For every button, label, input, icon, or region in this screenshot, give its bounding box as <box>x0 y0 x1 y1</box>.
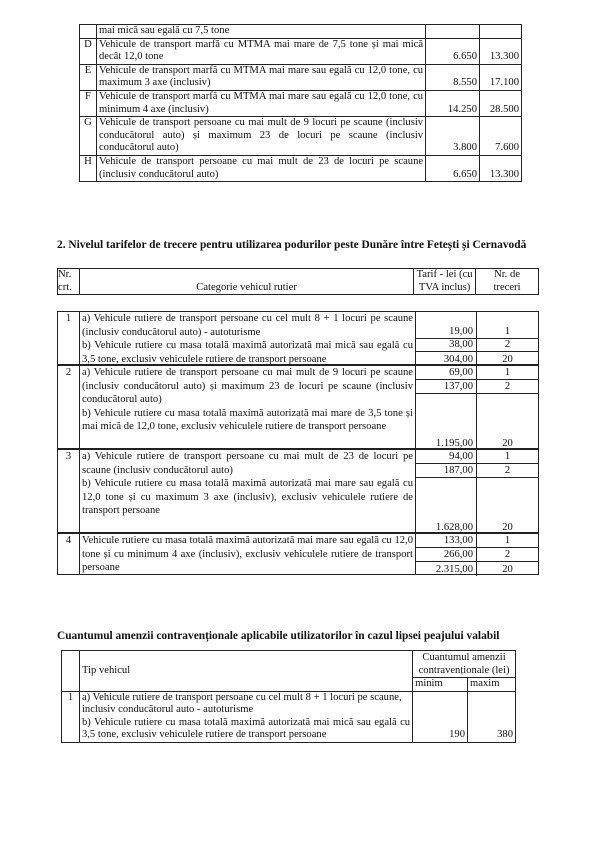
section-2-heading: 2. Nivelul tarifelor de trecere pentru utilizarea podurilor peste Dunăre între Fetești și Cernavodă <box>57 239 527 251</box>
group-desc <box>80 366 416 448</box>
row-value-2: 28.500 <box>480 90 522 116</box>
row-minim: 190 <box>413 691 468 742</box>
header-row <box>58 269 539 295</box>
group-desc <box>80 450 416 532</box>
header-tarif: Tarif - lei (cu TVA inclus) <box>414 269 476 295</box>
table-row <box>80 155 522 181</box>
tariff-group <box>57 449 539 533</box>
rate-tarif: 19,00 <box>415 312 477 339</box>
desc-b: b) Vehicule rutiere cu masa totală maximă autorizată mai mare sau egală cu 12,0 tone și cu maximum 3 axe (inclusiv), exclusiv vehiculele rutiere de transport persoane <box>82 478 413 516</box>
rate-tarif: 304,00 <box>415 352 477 366</box>
row-value-1: 6.650 <box>426 155 480 181</box>
header-nr: Nr. crt. <box>58 269 80 295</box>
row-value-1: 3.800 <box>426 117 480 156</box>
header-category: Categorie vehicul rutier <box>79 269 413 295</box>
row-code: H <box>80 155 97 181</box>
header-nr <box>62 651 80 692</box>
row-value-2 <box>480 25 522 39</box>
vignette-tariff-table <box>79 24 522 182</box>
row-desc: Vehicule de transport persoane cu mai mult de 23 de locuri pe scaune (inclusiv conducătorul auto) <box>96 155 425 181</box>
rate-tarif: 69,00 <box>415 366 477 380</box>
row-desc-b: b) Vehicule rutiere cu masa totală maximă autorizată mai mică sau egală cu 3,5 tone, exclusiv vehiculele rutiere de transport persoane <box>81 716 411 741</box>
header-tip-vehicul: Tip vehicul <box>79 651 412 692</box>
header-row <box>62 651 516 678</box>
rate-tarif: 187,00 <box>415 464 477 478</box>
rate-tarif: 133,00 <box>415 534 477 548</box>
rate-treceri: 1 <box>477 312 538 339</box>
rate-treceri: 1 <box>477 450 538 464</box>
rate-tarif: 1.628,00 <box>415 478 477 534</box>
table-row <box>80 90 522 116</box>
fine-amount-table <box>61 650 516 743</box>
desc-a: a) Vehicule rutiere de transport persoane cu mai mult de 9 locuri pe scaune (inclusiv conducătorul auto) și maximum 23 de locuri pe scaune (inclusiv conducătorul auto) <box>82 367 413 405</box>
row-value-2: 17.100 <box>480 64 522 90</box>
tariff-group <box>57 365 539 449</box>
rate-treceri: 20 <box>502 563 513 575</box>
rate-treceri: 2 <box>477 548 538 562</box>
rate-treceri: 20 <box>502 521 513 533</box>
rate-treceri: 20 <box>502 353 513 365</box>
rate-treceri: 2 <box>477 464 538 478</box>
group-nr: 4 <box>58 534 80 574</box>
table-row <box>80 25 522 39</box>
header-minim: minim <box>413 678 468 692</box>
row-code: F <box>80 90 97 116</box>
row-value-2: 13.300 <box>480 38 522 64</box>
row-value-1: 6.650 <box>426 38 480 64</box>
desc-b: b) Vehicule rutiere cu masa totală maximă autorizată mai mică sau egală cu 3,5 tone, exclusiv vehiculele rutiere de transport persoane <box>82 340 413 365</box>
header-cuantum: Cuantumul amenzii contravenționale (lei) <box>413 651 516 678</box>
row-maxim: 380 <box>468 691 516 742</box>
row-desc <box>79 691 412 742</box>
group-desc <box>80 534 416 574</box>
row-value-2: 7.600 <box>480 117 522 156</box>
desc-a: a) Vehicule rutiere de transport persoane cu cel mult 8 + 1 locuri pe scaune (inclusiv conducătorul auto) - autoturisme <box>82 313 413 338</box>
row-desc: Vehicule de transport marfă cu MTMA mai mare sau egală cu 12,0 tone, cu maximum 3 axe (inclusiv) <box>96 64 425 90</box>
row-desc: Vehicule de transport persoane cu mai mult de 9 locuri pe scaune (inclusiv conducătorul auto) și maximum 23 de locuri pe scaune (inclusiv conducătorul auto) <box>96 117 425 156</box>
rate-tarif: 1.195,00 <box>415 394 477 450</box>
rate-treceri: 2 <box>477 380 538 394</box>
rate-tarif: 38,00 <box>415 339 477 352</box>
desc-b: b) Vehicule rutiere cu masa totală maximă autorizată mai mare de 3,5 tone și mai mică de 12,0 tone, exclusiv vehiculele rutiere de transport persoane <box>82 407 413 432</box>
desc-a: Vehicule rutiere cu masa totală maximă autorizată mai mare sau egală cu 12,0 tone și cu minimum 4 axe (inclusiv), exclusiv vehiculele rutiere de transport persoane <box>82 535 413 573</box>
row-code <box>80 25 97 39</box>
tariff-group <box>57 533 539 575</box>
rate-tarif: 266,00 <box>415 548 477 562</box>
header-treceri: Nr. de treceri <box>476 269 539 295</box>
row-value-2: 13.300 <box>480 155 522 181</box>
group-nr: 3 <box>58 450 80 532</box>
table-row <box>80 117 522 156</box>
row-value-1 <box>426 25 480 39</box>
group-nr: 2 <box>58 366 80 448</box>
row-desc: mai mică sau egală cu 7,5 tone <box>96 25 425 39</box>
header-maxim: maxim <box>468 678 516 692</box>
table-row <box>62 691 516 742</box>
rate-treceri: 2 <box>477 339 538 352</box>
table-row <box>80 38 522 64</box>
rate-tarif: 2.315,00 <box>415 562 477 576</box>
row-desc-a: a) Vehicule rutiere de transport persoane cu cel mult 8 + 1 locuri pe scaune, inclusiv conducătorul auto - autoturisme <box>81 691 402 716</box>
row-value-1: 14.250 <box>426 90 480 116</box>
rate-tarif: 137,00 <box>415 380 477 394</box>
row-code: E <box>80 64 97 90</box>
row-nr: 1 <box>62 691 80 742</box>
row-desc: Vehicule de transport marfă cu MTMA mai mare de 7,5 tone și mai mică decât 12,0 tone <box>96 38 425 64</box>
rate-tarif: 94,00 <box>415 450 477 464</box>
bridge-tariff-table <box>57 268 539 295</box>
table-row <box>80 64 522 90</box>
row-desc: Vehicule de transport marfă cu MTMA mai mare sau egală cu 12,0 tone, cu minimum 4 axe (inclusiv) <box>96 90 425 116</box>
group-desc <box>80 312 416 364</box>
tariff-group <box>57 311 539 365</box>
desc-a: a) Vehicule rutiere de transport persoane cu mai mult de 23 de locuri pe scaune (inclusiv conducătorul auto) <box>82 451 413 476</box>
row-code: D <box>80 38 97 64</box>
rate-treceri: 1 <box>477 534 538 548</box>
section-3-heading: Cuantumul amenzii contravenționale aplicabile utilizatorilor în cazul lipsei peajului valabil <box>57 630 500 642</box>
group-nr: 1 <box>58 312 80 364</box>
row-code: G <box>80 117 97 156</box>
row-value-1: 8.550 <box>426 64 480 90</box>
rate-treceri: 1 <box>477 366 538 380</box>
rate-treceri: 20 <box>502 437 513 449</box>
